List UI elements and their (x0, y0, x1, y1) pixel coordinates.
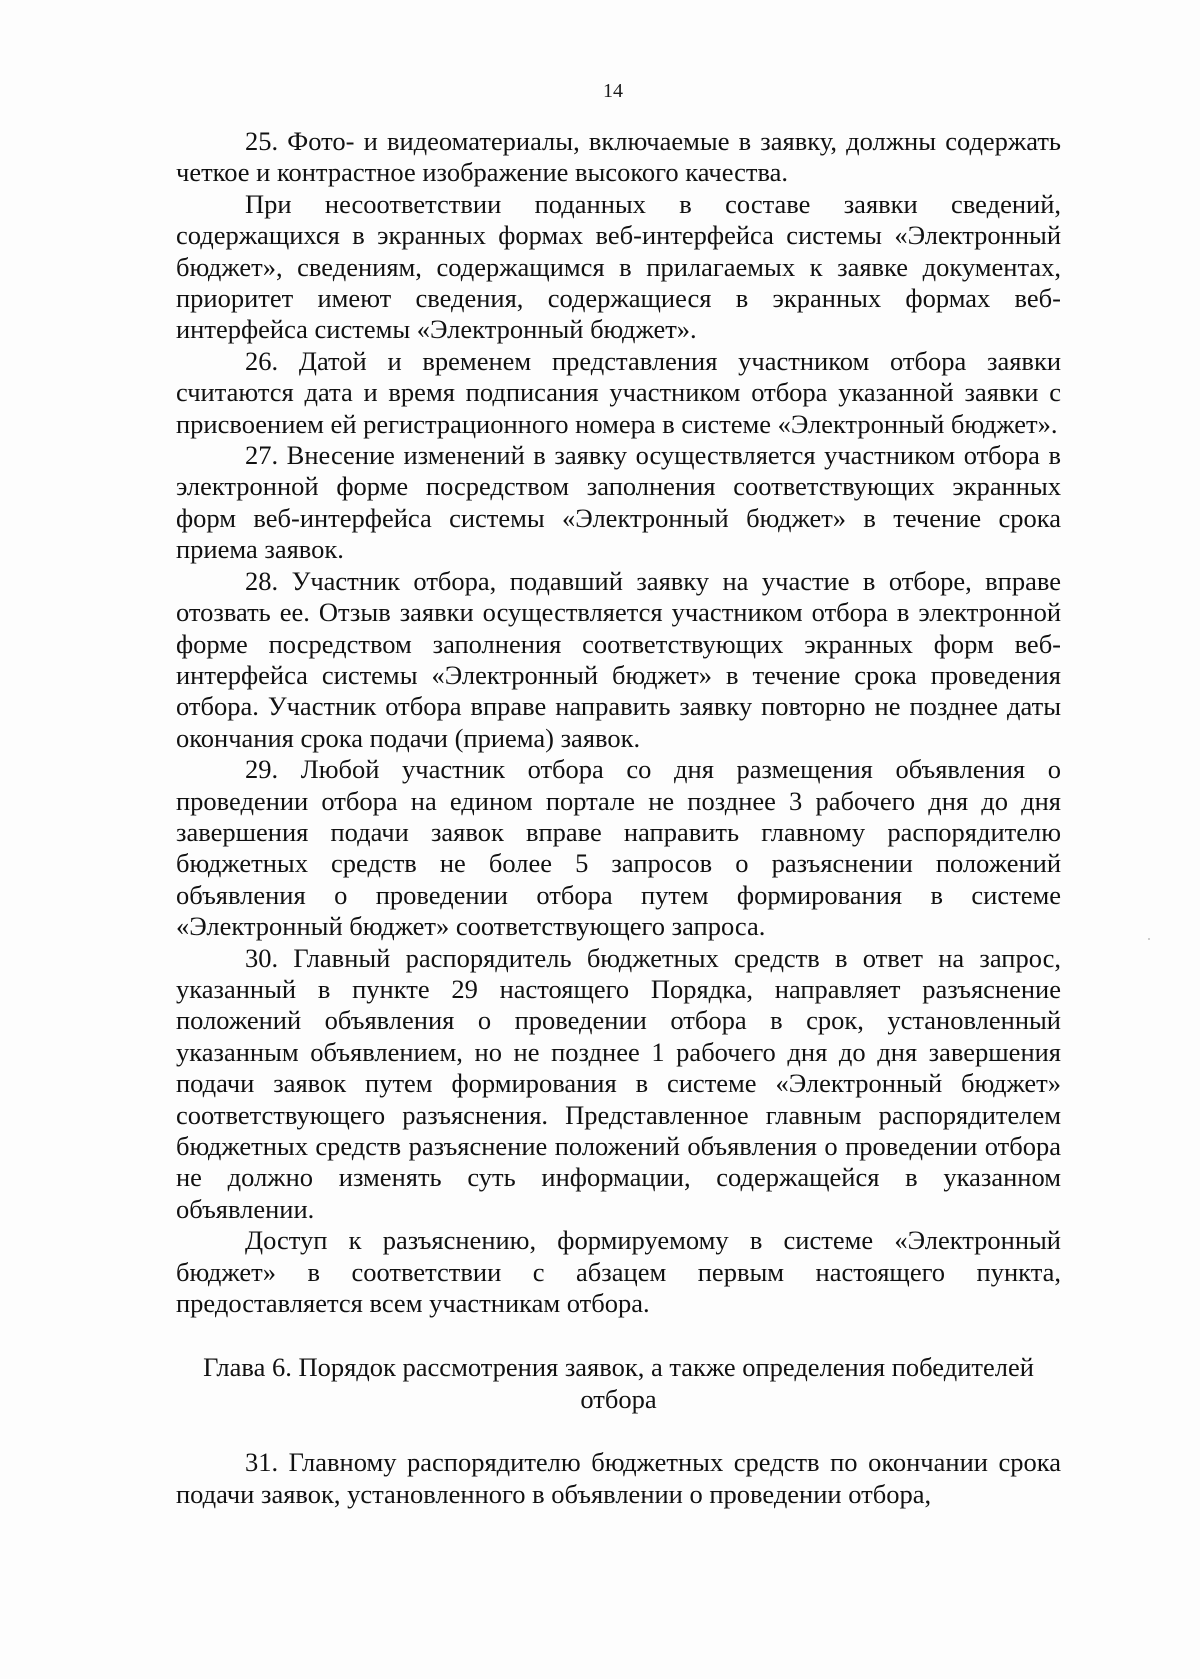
paragraph-30-access: Доступ к разъяснению, формируемому в системе «Электронный бюджет» в соответствии с абзацем первым настоящего пункта, предоставляется всем участникам отбора. (176, 1225, 1061, 1319)
paragraph-25: 25. Фото- и видеоматериалы, включаемые в заявку, должны содержать четкое и контрастное изображение высокого качества. (176, 126, 1061, 188)
paragraph-25-note: При несоответствии поданных в составе заявки сведений, содержащихся в экранных формах веб-интерфейса системы «Электронный бюджет», сведениям, содержащимся в прилагаемых к заявке документах, приоритет имеют сведения, содержащиеся в экранных формах веб-интерфейса системы «Электронный бюджет». (176, 188, 1061, 345)
paragraph-27: 27. Внесение изменений в заявку осуществляется участником отбора в электронной форме посредством заполнения соответствующих экранных форм веб-интерфейса системы «Электронный бюджет» в течение срока приема заявок. (176, 440, 1061, 565)
scan-speck (1148, 938, 1150, 940)
paragraph-26: 26. Датой и временем представления участником отбора заявки считаются дата и время подписания участником отбора указанной заявки с присвоением ей регистрационного номера в системе «Электронный бюджет». (176, 345, 1061, 439)
paragraph-28: 28. Участник отбора, подавший заявку на участие в отборе, вправе отозвать ее. Отзыв заявки осуществляется участником отбора в электронной форме посредством заполнения соответствующих экранных форм веб-интерфейса системы «Электронный бюджет» в течение срока проведения отбора. Участник отбора вправе направить заявку повторно не позднее даты окончания срока подачи (приема) заявок. (176, 565, 1061, 753)
paragraph-31: 31. Главному распорядителю бюджетных средств по окончании срока подачи заявок, установленного в объявлении о проведении отбора, (176, 1447, 1061, 1509)
document-body (176, 126, 1061, 1510)
paragraph-29: 29. Любой участник отбора со дня размещения объявления о проведении отбора на едином портале не позднее 3 рабочего дня до дня завершения подачи заявок вправе направить главному распорядителю бюджетных средств не более 5 запросов о разъяснении положений объявления о проведении отбора путем формирования в системе «Электронный бюджет» соответствующего запроса. (176, 754, 1061, 942)
page-number: 14 (603, 80, 623, 102)
paragraph-30: 30. Главный распорядитель бюджетных средств в ответ на запрос, указанный в пункте 29 настоящего Порядка, направляет разъяснение положений объявления о проведении отбора в срок, установленный указанным объявлением, но не позднее 1 рабочего дня до дня завершения подачи заявок путем формирования в системе «Электронный бюджет» соответствующего разъяснения. Представленное главным распорядителем бюджетных средств разъяснение положений объявления о проведении отбора не должно изменять суть информации, содержащейся в указанном объявлении. (176, 942, 1061, 1224)
chapter-heading: Глава 6. Порядок рассмотрения заявок, а также определения победителей отбора (203, 1352, 1034, 1414)
